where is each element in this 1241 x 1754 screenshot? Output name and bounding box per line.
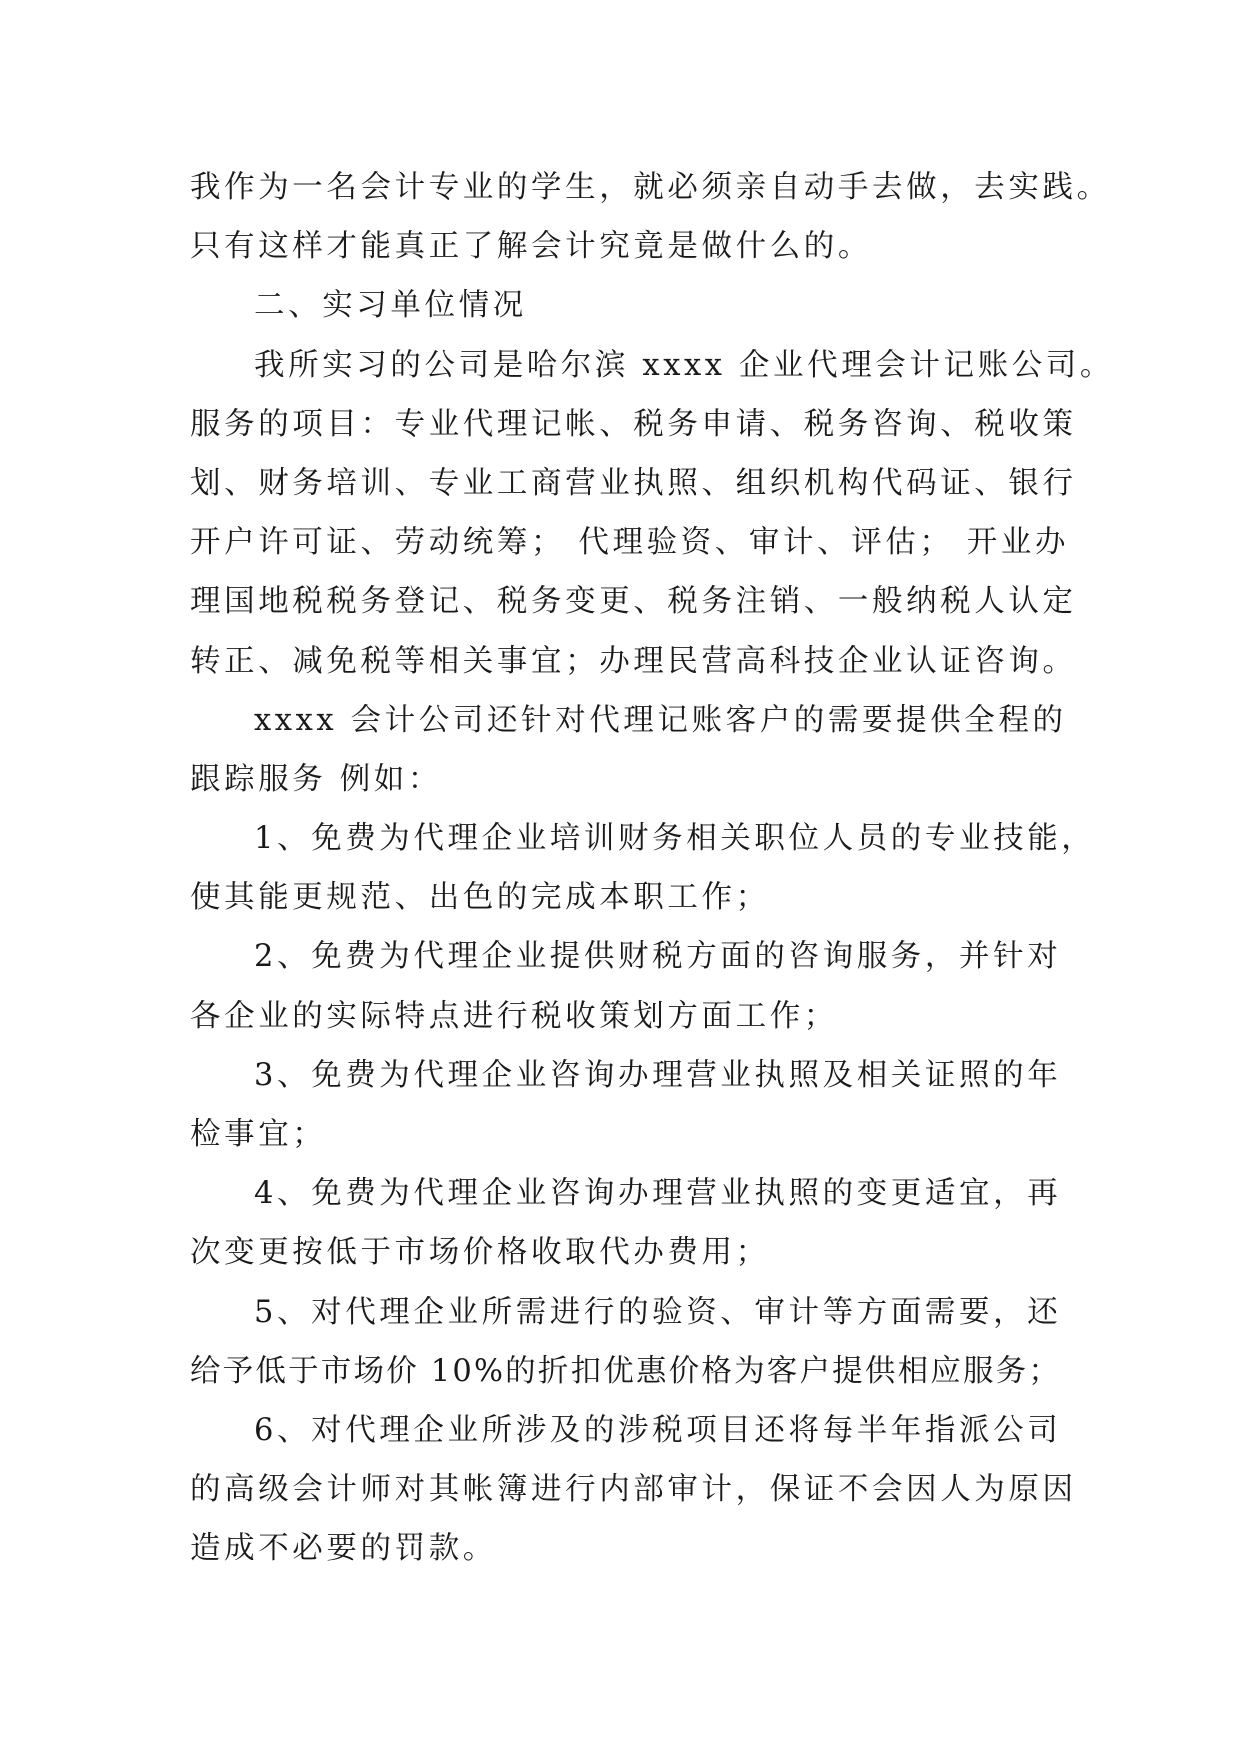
text-line: 我作为一名会计专业的学生，就必须亲自动手去做，去实践。 <box>190 170 1111 205</box>
text-line: 我所实习的公司是哈尔滨 xxxx 企业代理会计记账公司。 <box>254 347 1114 383</box>
list-item-4-continued: 次变更按低于市场价格收取代办费用； <box>190 1235 770 1271</box>
list-item-3-continued: 检事宜； <box>190 1117 327 1152</box>
text-line: 只有这样才能真正了解会计究竟是做什么的。 <box>190 229 872 265</box>
list-item-4: 4、免费为代理企业咨询办理营业执照的变更适宜，再 <box>254 1176 1062 1212</box>
list-item-6-continued: 的高级会计师对其帐簿进行内部审计，保证不会因人为原因 <box>190 1472 1077 1508</box>
list-item-5: 5、对代理企业所需进行的验资、审计等方面需要，还 <box>254 1294 1062 1330</box>
list-item-6-end: 造成不必要的罚款。 <box>190 1531 497 1567</box>
list-item-2: 2、免费为代理企业提供财税方面的咨询服务，并针对 <box>254 939 1062 975</box>
text-line: 跟踪服务 例如： <box>190 761 442 797</box>
text-line: 开户许可证、劳动统筹； 代理验资、审计、评估； 开业办 <box>190 525 1070 561</box>
text-line: 理国地税税务登记、税务变更、税务注销、一般纳税人认定 <box>190 584 1077 620</box>
document-body <box>190 158 1114 1579</box>
list-item-6: 6、对代理企业所涉及的涉税项目还将每半年指派公司 <box>254 1412 1062 1448</box>
section-heading: 二、实习单位情况 <box>254 288 527 324</box>
text-line: 转正、减免税等相关事宜；办理民营高科技企业认证咨询。 <box>190 643 1077 679</box>
text-line: 划、财务培训、专业工商营业执照、组织机构代码证、银行 <box>190 465 1077 501</box>
list-item-1-continued: 使其能更规范、出色的完成本职工作； <box>190 880 770 916</box>
list-item-1: 1、免费为代理企业培训财务相关职位人员的专业技能， <box>254 821 1096 857</box>
list-item-5-continued: 给予低于市场价 10%的折扣优惠价格为客户提供相应服务； <box>190 1353 1062 1389</box>
list-item-2-continued: 各企业的实际特点进行税收策划方面工作； <box>190 998 838 1034</box>
text-line: xxxx 会计公司还针对代理记账客户的需要提供全程的 <box>254 702 1067 738</box>
list-item-3: 3、免费为代理企业咨询办理营业执照及相关证照的年 <box>254 1057 1062 1093</box>
text-line: 服务的项目：专业代理记帐、税务申请、税务咨询、税收策 <box>190 406 1077 442</box>
